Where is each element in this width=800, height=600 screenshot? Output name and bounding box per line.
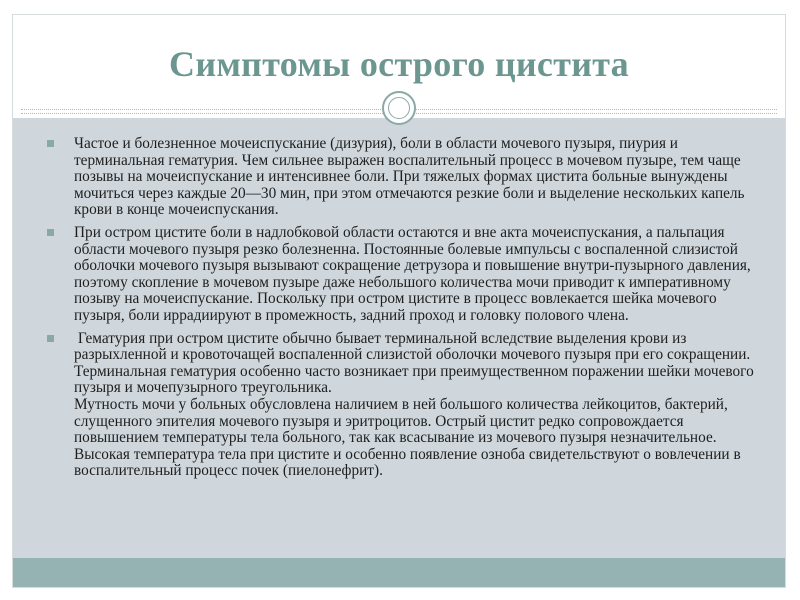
- bullet-paragraph: Гематурия при остром цистите обычно бывает терминальной вследствие выделения крови из разрыхленной и кровоточащей воспаленной слизистой оболочки мочевого пузыря при его сокращении. Терминальная гематурия особенно часто возникает при преимущественном поражении шейки мочевого пузыря и мочепузырного треугольника.: [74, 329, 758, 397]
- bullet-item: [47, 225, 759, 325]
- slide-title: Симптомы острого цистита: [169, 44, 629, 84]
- circle-ornament-icon: [382, 91, 416, 125]
- bullet-paragraph: Мутность мочи у больных обусловлена наличием в ней большого количества лейкоцитов, бактерий, слущенного эпителия мочевого пузыря и эритроцитов. Острый цистит редко сопровождается повышением температуры тела больного, так как всасывание из мочевого пузыря незначительное. Высокая температура тела при цистите и особенно появление озноба свидетельствуют о вовлечении в воспалительный процесс почек (пиелонефрит).: [74, 395, 741, 480]
- bullet-list: [47, 136, 759, 486]
- slide: [12, 14, 786, 588]
- footer-band: [13, 558, 785, 587]
- square-bullet-icon: [47, 140, 54, 147]
- bullet-item: [47, 331, 759, 480]
- square-bullet-icon: [47, 229, 54, 236]
- bullet-paragraph: Частое и болезненное мочеиспускание (дизурия), боли в области мочевого пузыря, пиурия и терминальная гематурия. Чем сильнее выражен воспалительный процесс в мочевом пузыре, тем чаще позывы на мочеиспускание и интенсивнее боли. При тяжелых формах цистита больные вынуждены мочиться через каждые 20—30 мин, при этом отмечаются резкие боли и выделение нескольких капель крови в конце мочеиспускания.: [74, 135, 745, 219]
- bullet-item: [47, 136, 759, 219]
- square-bullet-icon: [47, 335, 54, 342]
- bullet-paragraph: При остром цистите боли в надлобковой области остаются и вне акта мочеиспускания, а пальпация области мочевого пузыря резко болезненна. Постоянные болевые импульсы с воспаленной слизистой оболочки мочевого пузыря вызывают сокращение детрузора и повышение внутри-пузырного давления, поэтому скопление в мочевом пузыре даже небольшого количества мочи приводит к императивному позыву на мочеиспускание. Поскольку при остром цистите в процесс вовлекается шейка мочевого пузыря, боли иррадиируют в промежность, задний проход и головку полового члена.: [74, 223, 751, 324]
- content-area: [13, 118, 785, 558]
